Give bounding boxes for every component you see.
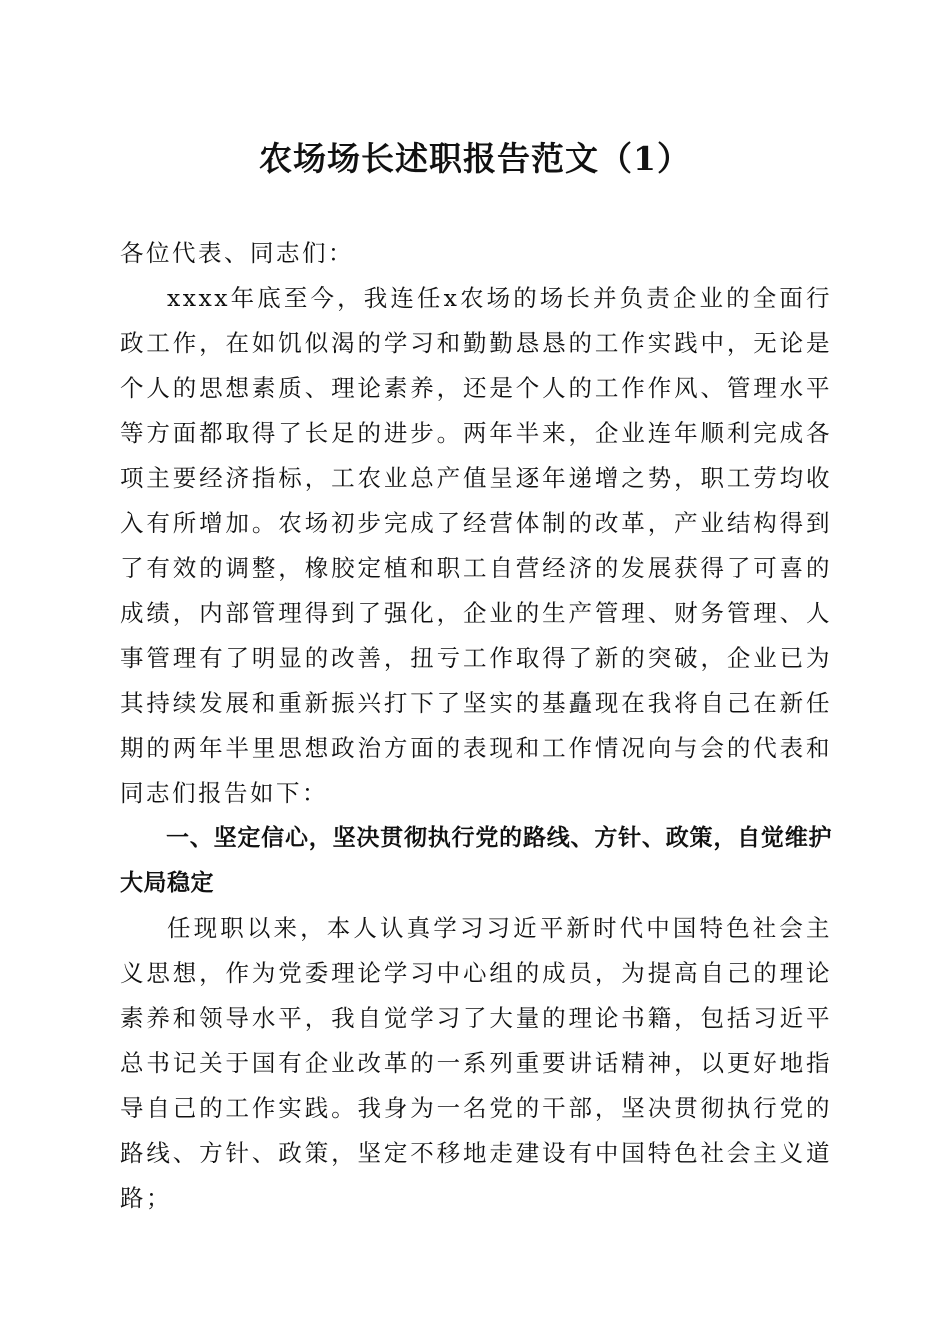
section-paragraph: 任现职以来，本人认真学习习近平新时代中国特色社会主义思想，作为党委理论学习中心组的成员，为提高自己的理论素养和领导水平，我自觉学习了大量的理论书籍，包括习近平总书记关于国有企业改革的一系列重要讲话精神，以更好地指导自己的工作实践。我身为一名党的干部，坚决贯彻执行党的路线、方针、政策，坚定不移地走建设有中国特色社会主义道路； <box>120 914 832 1212</box>
salutation: 各位代表、同志们： <box>120 239 354 267</box>
section-heading: 一、坚定信心，坚决贯彻执行党的路线、方针、政策，自觉维护大局稳定 <box>120 825 832 896</box>
document-title: 农场场长述职报告范文（1） <box>259 139 691 178</box>
document-body <box>120 231 832 1221</box>
intro-paragraph: xxxx年底至今，我连任x农场的场长并负责企业的全面行政工作，在如饥似渴的学习和勤勤恳恳的工作实践中，无论是个人的思想素质、理论素养，还是个人的工作作风、管理水平等方面都取得了长足的进步。两年半来，企业连年顺利完成各项主要经济指标，工农业总产值呈逐年递增之势，职工劳均收入有所增加。农场初步完成了经营体制的改革，产业结构得到了有效的调整，橡胶定植和职工自营经济的发展获得了可喜的成绩，内部管理得到了强化，企业的生产管理、财务管理、人事管理有了明显的改善，扭亏工作取得了新的突破，企业已为其持续发展和重新振兴打下了坚实的基矗现在我将自己在新任期的两年半里思想政治方面的表现和工作情况向与会的代表和同志们报告如下： <box>120 284 832 807</box>
